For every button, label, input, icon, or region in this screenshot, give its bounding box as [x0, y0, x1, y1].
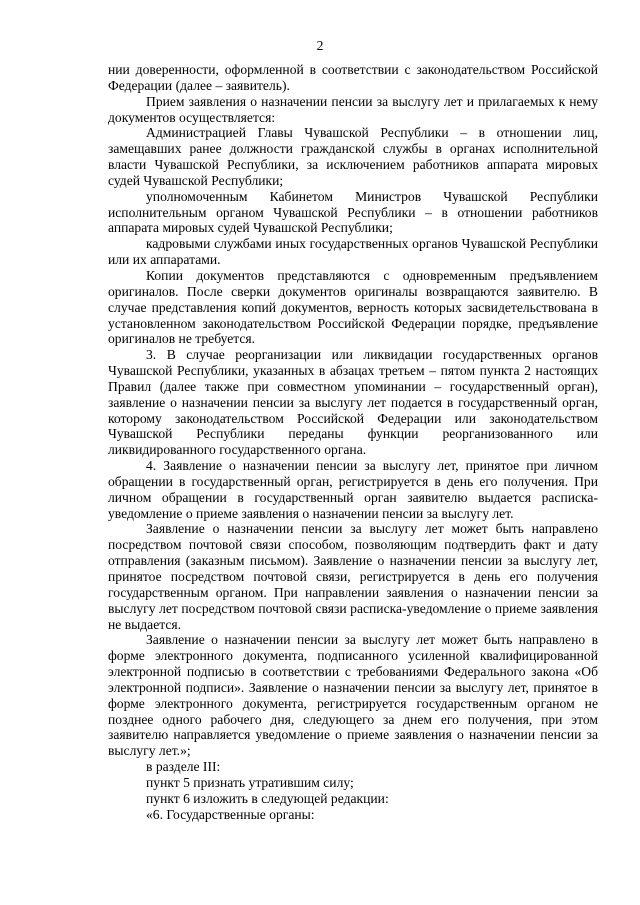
paragraph-12: пункт 5 признать утратившим силу;	[146, 774, 354, 790]
document-body	[108, 62, 598, 823]
paragraph-6: Копии документов представляются с одновременным предъявлением оригиналов. После сверки документов оригиналы возвращаются заявителю. В случае представления копий документов, верность которых засвидетельствована в установленном законодательством Российской Федерации порядке, предъявление оригиналов не требуется.	[108, 267, 598, 347]
paragraph-14: «6. Государственные органы:	[146, 806, 315, 822]
paragraph-9: Заявление о назначении пенсии за выслугу лет может быть направлено посредством почтовой связи способом, позволяющим подтвердить факт и дату отправления (заказным письмом). Заявление о назначении пенсии за выслугу лет, принятое посредством почтовой связи, регистрируется в день его получения государственным органом. При направлении заявления о назначении пенсии за выслугу лет посредством почтовой связи расписка-уведомление о приеме заявления не выдается.	[108, 521, 598, 632]
paragraph-3: Администрацией Главы Чувашской Республики – в отношении лиц, замещавших ранее должности гражданской службы в органах исполнительной власти Чувашской Республики, за исключением работников аппарата мировых судей Чувашской Республики;	[108, 125, 598, 188]
paragraph-2: Прием заявления о назначении пенсии за выслугу лет и прилагаемых к нему документов осуществляется:	[108, 93, 598, 125]
paragraph-1: нии доверенности, оформленной в соответствии с законодательством Российской Федерации (далее – заявитель).	[108, 62, 598, 93]
paragraph-7: 3. В случае реорганизации или ликвидации государственных органов Чувашской Республики, указанных в абзацах третьем – пятом пункта 2 настоящих Правил (далее также при совместном упоминании – государственный орган), заявление о назначении пенсии за выслугу лет подается в государственный орган, которому законодательством Российской Федерации или законодательством Чувашской Республики переданы функции реорганизованного или ликвидированного государственного органа.	[108, 347, 598, 458]
paragraph-4: уполномоченным Кабинетом Министров Чувашской Республики исполнительным органом Чувашской Республики – в отношении работников аппарата мировых судей Чувашской Республики;	[108, 188, 598, 236]
paragraph-8: 4. Заявление о назначении пенсии за выслугу лет, принятое при личном обращении в государственный орган, регистрируется в день его получения. При личном обращении в государственный орган заявителю выдается расписка-уведомление о приеме заявления о назначении пенсии за выслугу лет.	[108, 458, 598, 521]
paragraph-11: в разделе III:	[146, 759, 221, 775]
paragraph-5: кадровыми службами иных государственных органов Чувашской Республики или их аппаратами.	[108, 236, 598, 268]
paragraph-10: Заявление о назначении пенсии за выслугу лет может быть направлено в форме электронного документа, подписанного усиленной квалифицированной электронной подписью в соответствии с требованиями Федерального закона «Об электронной подписи». Заявление о назначении пенсии за выслугу лет, принятое в форме электронного документа, регистрируется государственным органом не позднее одного рабочего дня, следующего за днем его получения, при этом заявителю направляется уведомление о приеме заявления о назначении пенсии за выслугу лет.»;	[108, 632, 598, 759]
paragraph-13: пункт 6 изложить в следующей редакции:	[146, 790, 389, 806]
page-number: 2	[316, 38, 324, 53]
